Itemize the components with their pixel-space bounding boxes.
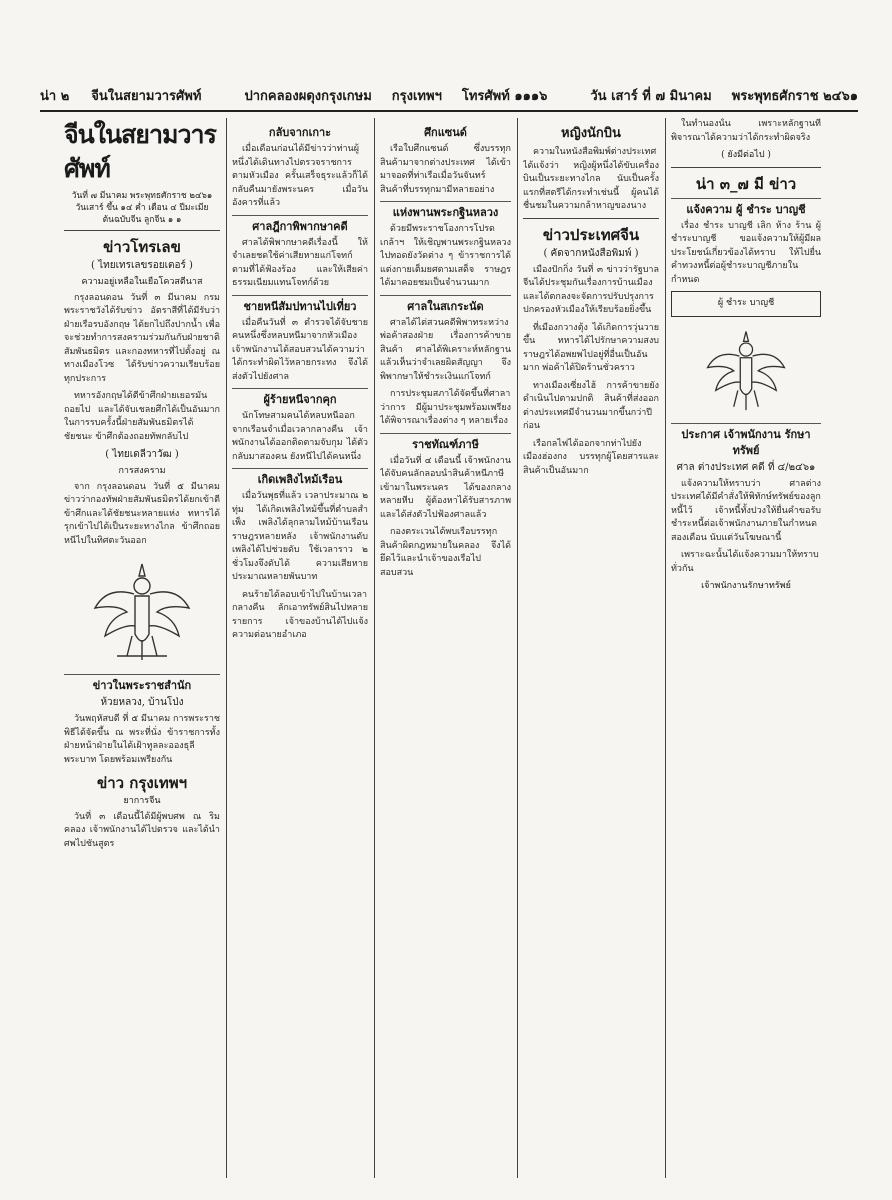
- article-paragraph: เรือกลไฟได้ออกจากท่าไปยังเมืองฮ่องกง บรรทุกผู้โดยสารและสินค้าเป็นอันมาก: [523, 438, 659, 476]
- article-paragraph: การประชุมสภาได้จัดขึ้นที่ศาลาว่าการ มีผู้มาประชุมพร้อมเพรียง ได้พิจารณาเรื่องต่าง ๆ หลายเรื่อง: [380, 389, 511, 426]
- article-heading: เกิดเพลิงไหม้เรือน: [232, 468, 368, 488]
- article-paragraph: เมื่อวันที่ ๔ เดือนนี้ เจ้าพนักงานได้จับคนลักลอบนำสินค้าหนีภาษีเข้ามาในพระนคร ได้ของกลางหลายหีบ ผู้ต้องหาได้รับสารภาพ และได้ส่งตัวไปฟ้องศาลแล้ว: [380, 455, 511, 520]
- article-paragraph: เรือใบศึกแซนด์ ซึ่งบรรทุกสินค้ามาจากต่างประเทศ ได้เข้ามาจอดที่ท่าเรือเมื่อวันจันทร์ สินค้าที่บรรทุกมามีหลายอย่าง: [380, 144, 511, 195]
- header-rule: [40, 110, 858, 112]
- notice-subheading: ศาล ต่างประเทศ คดี ที่ ๔/๒๔๖๑: [676, 461, 816, 473]
- article-heading: กลับจากเกาะ: [268, 126, 332, 139]
- section-heading: น่า ๓_๗ มี ข่าว: [695, 174, 797, 193]
- divider: [64, 230, 220, 231]
- notice-signature-box: [671, 291, 821, 317]
- notice-signature: เจ้าพนักงานรักษาทรัพย์: [701, 581, 791, 591]
- article-paragraph: กรุงลอนดอน วันที่ ๓ มีนาคม กรมพระราชวังได้รับข่าว อัตราสีที่ได้มีรับว่า ฝ่ายเรือรบอังกฤษ ได้ยกไปถึงปากน้ำ เพื่อจะช่วยทำการสงครามร่วมกันกับฝ่ายชาติสัมพันธมิตร และกองทหารที่ไปตั้งอยู่ ณ ทางเมืองโวซ ได้รับข่าวความเรียบร้อยทุกประการ: [64, 292, 220, 384]
- column-divider: [665, 118, 666, 1178]
- page-number: น่า ๒: [40, 88, 70, 104]
- divider: [671, 167, 821, 168]
- paper-name: จีนในสยามวารศัพท์: [91, 88, 202, 104]
- article-tag: การสงคราม: [118, 466, 166, 476]
- article-paragraph: วันที่ ๓ เดือนนี้ได้มีผู้พบศพ ณ ริมคลอง เจ้าพนักงานได้ไปตรวจ และได้นำศพไปชันสูตร: [64, 811, 220, 849]
- article-paragraph: คนร้ายได้ลอบเข้าไปในบ้านเวลากลางคืน ลักเอาทรัพย์สินไปหลายรายการ เจ้าของบ้านได้ไปแจ้งความต่อนายอำเภอ: [232, 589, 368, 640]
- article-heading: แห่งพานพระกฐินหลวง: [380, 201, 511, 221]
- article-heading: หญิงนักบิน: [561, 126, 621, 141]
- article-paragraph: เมืองปักกิ่ง วันที่ ๓ ข่าวว่ารัฐบาลจีนได้ประชุมกันเรื่องการบ้านเมือง และได้ตกลงจะจัดการปรับปรุงการปกครองหัวเมืองให้เรียบร้อยยิ่งขึ้น: [523, 264, 659, 315]
- article-tag: ยาการจีน: [123, 796, 161, 806]
- article-heading: ศึกแซนด์: [424, 126, 467, 139]
- article-paragraph: วันพฤหัสบดี ที่ ๕ มีนาคม การพระราชพิธีได้จัดขึ้น ณ พระที่นั่ง ข้าราชการทั้งฝ่ายหน้าฝ่ายในได้เฝ้าทูลละอองธุลีพระบาท โดยพร้อมเพรียงกัน: [64, 714, 220, 765]
- article-paragraph: ในทำนองนั้น เพราะหลักฐานที่พิจารณาได้ความว่าได้กระทำผิดจริง: [671, 119, 821, 143]
- article-heading: ศาลในสเกระนัด: [380, 295, 511, 315]
- article-paragraph: เมื่อวันพุธที่แล้ว เวลาประมาณ ๒ ทุ่ม ได้เกิดเพลิงไหม้ขึ้นที่ตำบลสำเพ็ง เพลิงได้ลุกลามไหม้บ้านเรือนราษฎรหลายหลัง เจ้าพนักงานดับเพลิงได้ไปช่วยดับ ใช้เวลาราว ๒ ชั่วโมงจึงดับได้ ความเสียหายประมาณหลายพันบาท: [232, 491, 368, 582]
- column-3: [380, 118, 511, 1178]
- city: กรุงเทพฯ: [391, 88, 442, 104]
- section-subheading: ( ไทยเทรเลขรอยเตอร์ ): [91, 260, 193, 271]
- column-4: [523, 118, 659, 1178]
- article-paragraph: ทหารอังกฤษได้ตีข้าศึกฝ่ายเยอรมันถอยไป และได้จับเชลยศึกได้เป็นอันมาก ในการรบครั้งนี้ฝ่ายสัมพันธมิตรได้ชัยชนะ ข้าศึกต้องถอยทัพกลับไป: [64, 391, 220, 442]
- issue-date: วัน เสาร์ ที่ ๗ มินาคม: [590, 88, 712, 104]
- article-paragraph: ที่เมืองกวางตุ้ง ได้เกิดการวุ่นวายขึ้น ทหารได้ไปรักษาความสงบ ราษฎรได้อพยพไปอยู่ที่อื่นเป็นอันมาก พ่อค้าได้ปิดร้านชั่วคราว: [523, 322, 659, 373]
- notice-paragraph: แจ้งความให้ทราบว่า ศาลต่างประเทศได้มีคำสั่งให้พิทักษ์ทรัพย์ของลูกหนี้ไว้ เจ้าหนี้ทั้งปวงให้ยื่นคำขอรับชำระหนี้ต่อเจ้าพนักงานภายในกำหนดสองเดือน นับแต่วันโฆษณานี้: [671, 478, 821, 543]
- dateline: วันที่ ๗ มีนาคม พระพุทธศักราช ๒๔๖๑: [71, 191, 213, 201]
- column-divider: [517, 118, 518, 1178]
- continued-note: ( ยังมีต่อไป ): [721, 150, 771, 160]
- section-subheading: ( คัดจากหนังสือพิมพ์ ): [543, 247, 639, 259]
- article-heading: ผู้ร้ายหนีจากคุก: [232, 388, 368, 408]
- article-paragraph: จาก กรุงลอนดอน วันที่ ๕ มีนาคม ข่าวว่ากองทัพฝ่ายสัมพันธมิตรได้ยกเข้าตีข้าศึกและได้ชัยชนะหลายแห่ง ทหารได้รุกเข้าไปได้เป็นระยะทางไกล ข้าศึกถอยหนีไปในทิศตะวันออก: [64, 481, 220, 546]
- article-paragraph: ด้วยมีพระราชโองการโปรดเกล้าฯ ให้เชิญพานพระกฐินหลวงไปทอดยังวัดต่าง ๆ ข้าราชการได้แต่งกายเต็มยศตามเสด็จ ราษฎรได้มาคอยชมเป็นจำนวนมาก: [380, 224, 511, 288]
- article-paragraph: ทางเมืองเซี่ยงไฮ้ การค้าขายยังดำเนินไปตามปกติ สินค้าที่ส่งออกต่างประเทศมีจำนวนมากขึ้นกว่าปีก่อน: [523, 380, 659, 431]
- column-divider: [374, 118, 375, 1178]
- article-heading: ชายหนีสัมปทานไปเที่ยว: [232, 295, 368, 315]
- notice-paragraph: เรื่อง ชำระ บาญชี เลิก ห้าง ร้าน ผู้ชำระบาญชี ขอแจ้งความให้ผู้มีผลประโยชน์เกี่ยวข้องได้ทราบ ให้ไปยื่นคำทวงหนี้ต่อผู้ชำระบาญชีภายในกำหนด: [671, 220, 821, 285]
- office-address: ปากคลองผดุงกรุงเกษม: [244, 88, 372, 104]
- garuda-seal-icon: [701, 325, 791, 415]
- column-divider: [226, 118, 227, 1178]
- phone: โทรศัพท์ ๑๑๑๖: [461, 88, 548, 104]
- article-paragraph: ศาลได้พิพากษาคดีเรื่องนี้ ให้จำเลยชดใช้ค่าเสียหายแก่โจทก์ ตามที่ได้ฟ้องร้อง และให้เสียค่าธรรมเนียมแทนโจทก์ด้วย: [232, 237, 368, 288]
- dateline: วันเสาร์ ขึ้น ๑๔ ค่ำ เดือน ๔ ปีมะเมีย: [75, 203, 209, 213]
- section-subheading: ( ไทยเดลีวาวัฒ ): [105, 449, 179, 460]
- article-paragraph: เมื่อคืนวันที่ ๓ ตำรวจได้จับชายคนหนึ่งซึ่งหลบหนีมาจากหัวเมือง เจ้าพนักงานได้สอบสวนได้ความว่าได้กระทำผิดไว้หลายกระทง จึงได้ส่งตัวไปยังศาล: [232, 317, 368, 382]
- column-1: [64, 118, 220, 1178]
- article-paragraph: กองตระเวนได้พบเรือบรรทุกสินค้าผิดกฎหมายในคลอง จึงได้ยึดไว้และนำเจ้าของเรือไปสอบสวน: [380, 527, 511, 578]
- issue-era: พระพุทธศักราช ๒๔๖๑: [731, 88, 858, 104]
- article-paragraph: ความในหนังสือพิมพ์ต่างประเทศได้แจ้งว่า หญิงผู้หนึ่งได้ขับเครื่องบินเป็นระยะทางไกล นับเป็นครั้งแรกที่สตรีได้กระทำเช่นนี้ ผู้คนได้ชื่นชมในความกล้าหาญของนาง: [523, 147, 659, 211]
- column-2: [232, 118, 368, 1178]
- article-paragraph: นักโทษสามคนได้หลบหนีออกจากเรือนจำเมื่อเวลากลางคืน เจ้าพนักงานได้ออกติดตามจับกุม ได้ตัวกลับมาสองคน ยังหนีไปได้คนหนึ่ง: [232, 411, 368, 462]
- divider: [523, 218, 659, 219]
- article-tag: ความอยู่เหลือในเยือโควสตีนาส: [81, 277, 203, 287]
- notice-heading: ประกาศ เจ้าพนักงาน รักษา ทรัพย์: [671, 423, 821, 459]
- section-subheading: ห้วยหลวง, บ้านโป่ง: [100, 697, 184, 708]
- article-heading: ราชทัณฑ์ภาษี: [380, 433, 511, 453]
- article-paragraph: เมื่อเดือนก่อนได้มีข่าวว่าท่านผู้หนึ่งได้เดินทางไปตรวจราชการตามหัวเมือง ครั้นเสร็จธุระแล้วก็ได้กลับคืนมายังพระนคร เมื่อวันอังคารที่แล้ว: [232, 144, 368, 208]
- section-heading: ข่าวโทรเลข: [103, 238, 181, 256]
- article-paragraph: ศาลได้ไต่สวนคดีพิพาทระหว่างพ่อค้าสองฝ่าย เรื่องการค้าขายสินค้า ศาลได้พิเคราะห์หลักฐานแล้วเห็นว่าจำเลยผิดสัญญา จึงพิพากษาให้ชำระเงินแก่โจทก์: [380, 317, 511, 382]
- section-heading: ข่าวในพระราชสำนัก: [64, 674, 220, 694]
- masthead: จีนในสยามวารศัพท์: [64, 120, 216, 183]
- section-heading: ข่าวประเทศจีน: [542, 225, 640, 244]
- notice-paragraph: เพราะฉะนั้นได้แจ้งความมาให้ทราบทั่วกัน: [671, 550, 819, 574]
- dateline: ต้นฉบับจีน ลูกจีน ๑ ๑: [102, 215, 182, 225]
- column-5: [671, 118, 821, 1178]
- notice-signature: ผู้ ชำระ บาญชี: [717, 298, 775, 308]
- garuda-emblem-icon: [87, 556, 197, 666]
- article-heading: ศาลฎีกาพิพากษาคดี: [232, 215, 368, 235]
- notice-heading: แจ้งความ ผู้ ชำระ บาญชี: [671, 198, 821, 218]
- section-heading: ข่าว กรุงเทพฯ: [96, 774, 188, 792]
- page-header: [40, 84, 858, 106]
